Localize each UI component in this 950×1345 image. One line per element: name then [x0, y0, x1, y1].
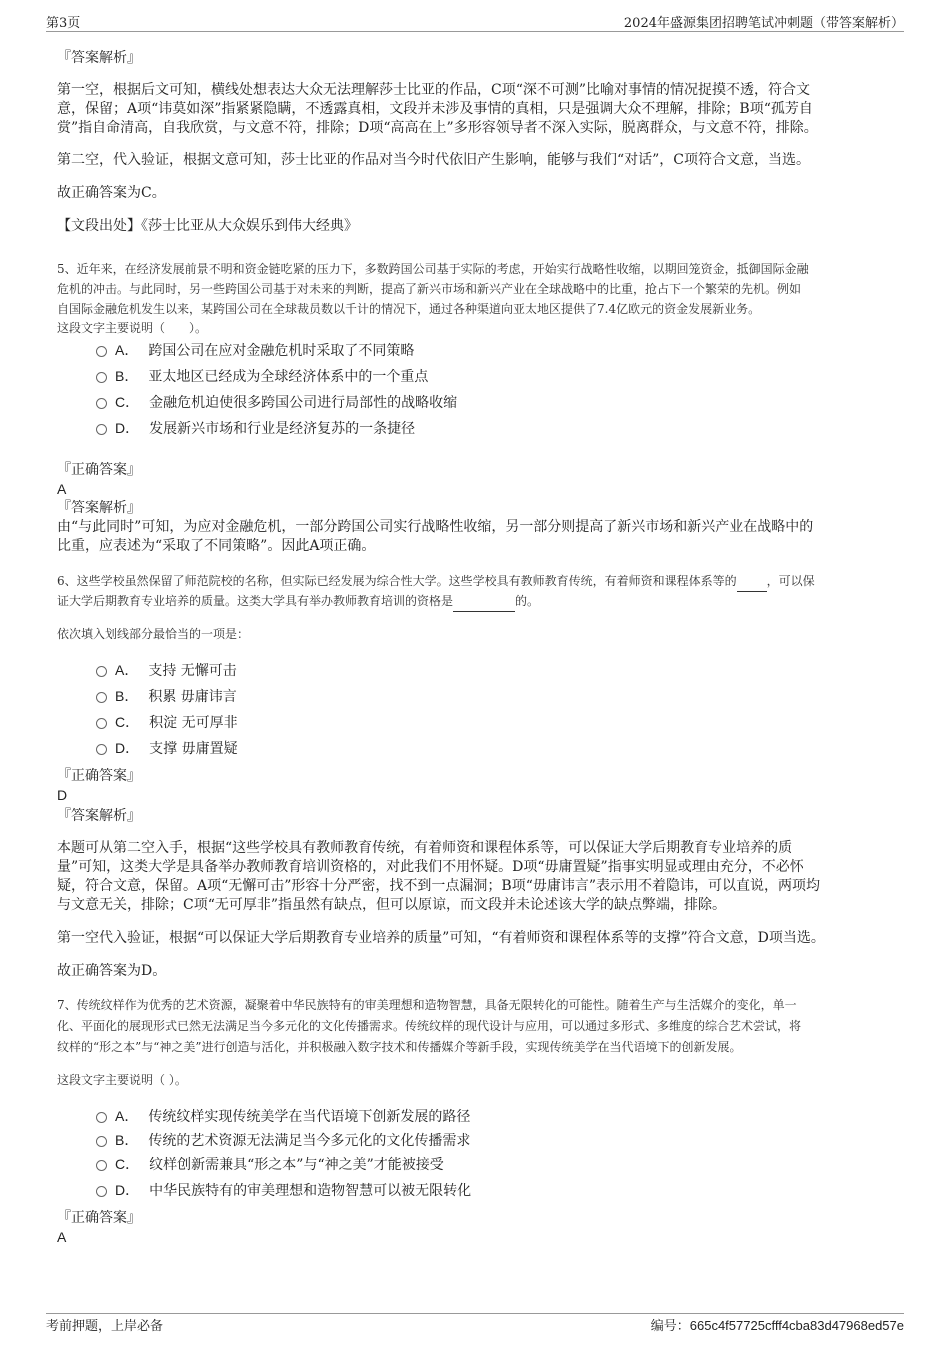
- q5-stem-line: 自国际金融危机发生以来，某跨国公司在全球裁员数以千计的情况下，通过各种渠道向亚太地区提供了7.4亿欧元的资金发展新业务。: [57, 302, 761, 316]
- page-number: 第3页: [46, 16, 81, 31]
- q6-analysis-line: 与文意无关，排除；C项“无可厚非”指虽然有缺点，但可以原谅，而文段并未论述该大学的缺点弊端，排除。: [57, 897, 727, 913]
- q6-answer-label: 『正确答案』: [57, 768, 141, 784]
- q6-conclusion: 故正确答案为D。: [57, 963, 167, 979]
- q7-option-a[interactable]: A． 传统纹样实现传统美学在当代语境下创新发展的路径: [96, 1107, 470, 1127]
- q4-analysis-line: 第一空，根据后文可知，横线处想表达大众无法理解莎士比亚的作品，C项“深不可测”比喻对事情的情况捉摸不透，符合文: [57, 82, 811, 98]
- q4-analysis-line: 意，保留；A项“讳莫如深”指紧紧隐瞒，不透露真相，文段并未涉及事情的真相，只是强调大众不理解，排除；B项“孤芳自: [57, 101, 813, 117]
- q6-analysis-label: 『答案解析』: [57, 808, 141, 824]
- q5-analysis-line: 由“与此同时”可知，为应对金融危机，一部分跨国公司实行战略性收缩，另一部分则提高了新兴市场和新兴产业在战略中的: [57, 519, 814, 535]
- q5-stem-line: 危机的冲击。与此同时，另一些跨国公司基于对未来的判断，提高了新兴市场和新兴产业在全球战略中的比重，抢占下一个繁荣的先机。例如: [57, 282, 802, 296]
- q5-stem-line: 5、近年来，在经济发展前景不明和资金链吃紧的压力下，多数跨国公司基于实际的考虑，开始实行战略性收缩，以期回笼资金，抵御国际金融: [57, 262, 809, 276]
- q7-stem-line: 7、传统纹样作为优秀的艺术资源，凝聚着中华民族特有的审美理想和造物智慧，具备无限转化的可能性。随着生产与生活媒介的变化，单一: [57, 998, 797, 1012]
- q6-option-d[interactable]: D． 支撑 毋庸置疑: [96, 739, 238, 759]
- q4-analysis-line: 第二空，代入验证，根据文意可知，莎士比亚的作品对当今时代依旧产生影响，能够与我们“对话”，C项符合文意，当选。: [57, 152, 811, 168]
- footer-divider: [46, 1313, 904, 1314]
- radio-icon[interactable]: [96, 744, 107, 755]
- q6-analysis-line: 第一空代入验证，根据“可以保证大学后期教育专业培养的质量”可知，“有着师资和课程体系等的支撑”符合文意，D项当选。: [57, 930, 825, 946]
- q7-stem-line: 纹样的“形之本”与“神之美”进行创造与活化，并积极融入数字技术和传播媒介等新手段，实现传统美学在当代语境下的创新发展。: [57, 1040, 742, 1054]
- header-divider: [46, 31, 904, 32]
- footer-slogan: 考前押题，上岸必备: [46, 1319, 164, 1334]
- radio-icon[interactable]: [96, 1112, 107, 1123]
- radio-icon[interactable]: [96, 1186, 107, 1197]
- q6-analysis-line: 本题可从第二空入手，根据“这些学校具有教师教育传统，有着师资和课程体系等，可以保证大学后期教育专业培养的质: [57, 840, 793, 856]
- q7-answer-label: 『正确答案』: [57, 1210, 141, 1226]
- radio-icon[interactable]: [96, 346, 107, 357]
- radio-icon[interactable]: [96, 718, 107, 729]
- q6-answer: D: [57, 787, 68, 803]
- document-title: 2024年盛源集团招聘笔试冲刺题（带答案解析）: [623, 16, 904, 31]
- q7-option-d[interactable]: D． 中华民族特有的审美理想和造物智慧可以被无限转化: [96, 1181, 471, 1201]
- q4-analysis-line: 赏”指自命清高，自我欣赏，与文意不符，排除；D项“高高在上”多形容领导者不深入实际，脱离群众，与文意不符，排除。: [57, 120, 818, 136]
- q4-analysis-label: 『答案解析』: [57, 50, 141, 66]
- q5-prompt: 这段文字主要说明（ ）。: [57, 321, 208, 335]
- radio-icon[interactable]: [96, 666, 107, 677]
- q6-prompt: 依次填入划线部分最恰当的一项是：: [57, 627, 250, 641]
- q5-option-a[interactable]: A． 跨国公司在应对金融危机时采取了不同策略: [96, 341, 414, 361]
- q7-stem-line: 化、平面化的展现形式已然无法满足当今多元化的文化传播需求。传统纹样的现代设计与应用，可以通过多形式、多维度的综合艺术尝试，将: [57, 1019, 802, 1033]
- q6-stem-line: 6、这些学校虽然保留了师范院校的名称，但实际已经发展为综合性大学。这些学校具有教师教育传统，有着师资和课程体系等的 ，可以保: [57, 571, 815, 592]
- q5-analysis-line: 比重，应表述为“采取了不同策略”。因此A项正确。: [57, 538, 376, 554]
- q6-analysis-line: 量”可知，这类大学是具备举办教师教育培训资格的，对此我们不用怀疑。D项“毋庸置疑”指事实明显或理由充分，不必怀: [57, 859, 804, 875]
- q5-option-b[interactable]: B． 亚太地区已经成为全球经济体系中的一个重点: [96, 367, 428, 387]
- radio-icon[interactable]: [96, 692, 107, 703]
- q7-option-c[interactable]: C． 纹样创新需兼具“形之本”与“神之美”才能被接受: [96, 1155, 444, 1175]
- q5-answer: A: [57, 481, 67, 497]
- q6-analysis-line: 疑，符合文意，保留。A项“无懈可击”形容十分严密，找不到一点漏洞；B项“毋庸讳言”表示用不着隐讳，可以直说，两项均: [57, 878, 821, 894]
- radio-icon[interactable]: [96, 1136, 107, 1147]
- fill-blank: [453, 591, 515, 612]
- q6-option-b[interactable]: B． 积累 毋庸讳言: [96, 687, 237, 707]
- q5-answer-label: 『正确答案』: [57, 462, 141, 478]
- radio-icon[interactable]: [96, 372, 107, 383]
- page-header: [46, 12, 904, 32]
- q4-conclusion: 故正确答案为C。: [57, 185, 166, 201]
- q5-option-c[interactable]: C． 金融危机迫使很多跨国公司进行局部性的战略收缩: [96, 393, 457, 413]
- radio-icon[interactable]: [96, 1160, 107, 1171]
- q5-analysis-label: 『答案解析』: [57, 500, 141, 516]
- document-code: 编号：665c4f57725cfff4cba83d47968ed57e: [650, 1318, 904, 1333]
- q5-option-d[interactable]: D． 发展新兴市场和行业是经济复苏的一条捷径: [96, 419, 415, 439]
- q7-prompt: 这段文字主要说明（ ）。: [57, 1073, 187, 1087]
- q4-source: 【文段出处】《莎士比亚从大众娱乐到伟大经典》: [57, 218, 358, 234]
- q6-option-a[interactable]: A． 支持 无懈可击: [96, 661, 237, 681]
- q6-stem-line: 证大学后期教育专业培养的质量。这类大学具有举办教师教育培训的资格是 的。: [57, 591, 539, 612]
- fill-blank: [737, 571, 767, 592]
- q7-answer: A: [57, 1229, 67, 1245]
- q7-option-b[interactable]: B． 传统的艺术资源无法满足当今多元化的文化传播需求: [96, 1131, 470, 1151]
- q6-option-c[interactable]: C． 积淀 无可厚非: [96, 713, 238, 733]
- radio-icon[interactable]: [96, 424, 107, 435]
- radio-icon[interactable]: [96, 398, 107, 409]
